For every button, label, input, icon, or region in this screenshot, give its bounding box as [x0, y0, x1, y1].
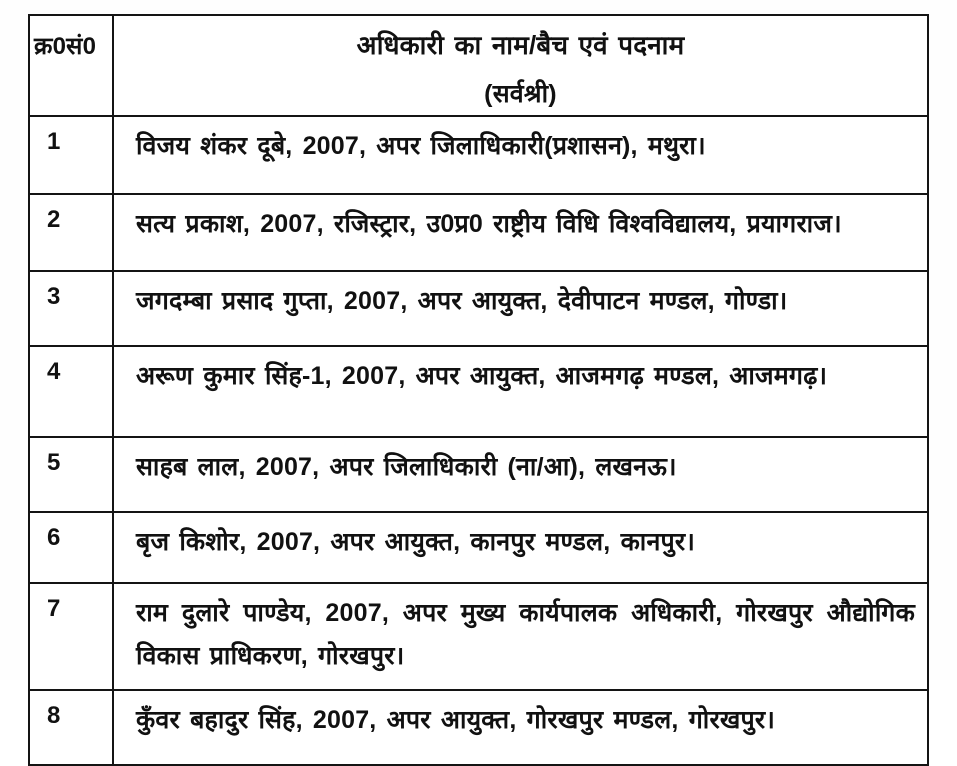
officer-detail-cell: सत्य प्रकाश, 2007, रजिस्ट्रार, उ0प्र0 राष्ट्रीय विधि विश्वविद्यालय, प्रयागराज।: [113, 194, 928, 271]
officer-detail-cell: साहब लाल, 2007, अपर जिलाधिकारी (ना/आ), लखनऊ।: [113, 437, 928, 512]
serial-cell: 1: [29, 116, 113, 194]
table-row: [29, 116, 928, 194]
serial-cell: 4: [29, 346, 113, 437]
serial-cell: 8: [29, 690, 113, 765]
table-row: [29, 690, 928, 765]
serial-cell: 2: [29, 194, 113, 271]
table-header-row: [29, 15, 928, 116]
table-row: [29, 437, 928, 512]
officer-detail-cell: जगदम्बा प्रसाद गुप्ता, 2007, अपर आयुक्त, देवीपाटन मण्डल, गोण्डा।: [113, 271, 928, 346]
officer-detail-cell: बृज किशोर, 2007, अपर आयुक्त, कानपुर मण्डल, कानपुर।: [113, 512, 928, 583]
header-officer-name-label: अधिकारी का नाम/बैच एवं पदनाम: [356, 30, 685, 60]
header-officer-name: [113, 15, 928, 116]
header-serial-number: क्र0सं0: [29, 15, 113, 116]
officer-detail-cell: कुँवर बहादुर सिंह, 2007, अपर आयुक्त, गोरखपुर मण्डल, गोरखपुर।: [113, 690, 928, 765]
table-row: [29, 271, 928, 346]
officer-detail-cell: विजय शंकर दूबे, 2007, अपर जिलाधिकारी(प्रशासन), मथुरा।: [113, 116, 928, 194]
serial-cell: 6: [29, 512, 113, 583]
officer-list-table: [28, 14, 929, 766]
serial-cell: 3: [29, 271, 113, 346]
serial-cell: 7: [29, 583, 113, 690]
table-row: [29, 583, 928, 690]
serial-cell: 5: [29, 437, 113, 512]
table-row: [29, 194, 928, 271]
officer-detail-cell: अरूण कुमार सिंह-1, 2007, अपर आयुक्त, आजमगढ़ मण्डल, आजमगढ़।: [113, 346, 928, 437]
table-row: [29, 346, 928, 437]
table-row: [29, 512, 928, 583]
header-officer-name-sublabel: (सर्वश्री): [484, 80, 557, 108]
officer-detail-cell: राम दुलारे पाण्डेय, 2007, अपर मुख्य कार्यपालक अधिकारी, गोरखपुर औद्योगिक विकास प्राधिकरण, गोरखपुर।: [113, 583, 928, 690]
